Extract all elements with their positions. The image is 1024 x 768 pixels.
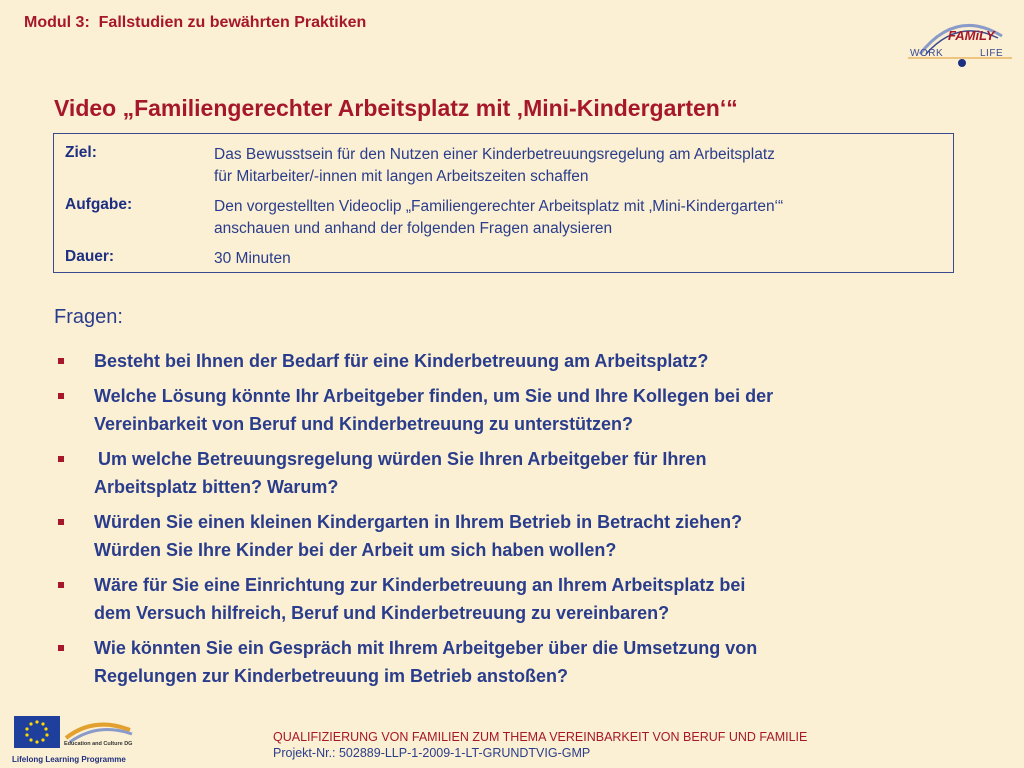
family-work-life-logo xyxy=(906,14,1014,70)
bullet-icon xyxy=(58,456,64,462)
footer-project-number: Projekt-Nr.: 502889-LLP-1-2009-1-LT-GRUNDTVIG-GMP xyxy=(273,746,591,760)
slide-title: Video „Familiengerechter Arbeitsplatz mit ‚Mini-Kindergarten‘“ xyxy=(54,95,738,121)
info-value: Den vorgestellten Videoclip „Familiengerechter Arbeitsplatz mit ‚Mini-Kindergarten‘“ anschauen und anhand der folgenden Fragen analysieren xyxy=(214,198,784,237)
footer-title: QUALIFIZIERUNG VON FAMILIEN ZUM THEMA VEREINBARKEIT VON BERUF UND FAMILIE xyxy=(273,730,808,744)
bullet-icon xyxy=(58,645,64,651)
module-title: Modul 3: Fallstudien zu bewährten Praktiken xyxy=(24,14,367,31)
question-text: Wäre für Sie eine Einrichtung zur Kinderbetreuung an Ihrem Arbeitsplatz bei dem Versuch hilfreich, Beruf und Kinderbetreuung zu vereinbaren? xyxy=(94,575,746,623)
info-box xyxy=(53,133,954,273)
questions-heading: Fragen: xyxy=(54,306,123,328)
question-text: Wie könnten Sie ein Gespräch mit Ihrem Arbeitgeber über die Umsetzung von Regelungen zur Kinderbetreuung im Betrieb anstoßen? xyxy=(94,638,758,686)
question-text: Um welche Betreuungsregelung würden Sie Ihren Arbeitgeber für Ihren Arbeitsplatz bitten? Warum? xyxy=(94,449,707,497)
info-label: Ziel: xyxy=(65,144,97,161)
bullet-icon xyxy=(58,358,64,364)
question-text: Würden Sie einen kleinen Kindergarten in Ihrem Betrieb in Betracht ziehen? Würden Sie Ihre Kinder bei der Arbeit um sich haben wollen? xyxy=(94,512,743,560)
footer-org-label: Education and Culture DG xyxy=(64,741,133,747)
logo-work-text: WORK xyxy=(910,48,944,59)
bullet-icon xyxy=(58,582,64,588)
bullet-icon xyxy=(58,393,64,399)
question-text: Besteht bei Ihnen der Bedarf für eine Kinderbetreuung am Arbeitsplatz? xyxy=(94,351,709,371)
logo-life-text: LIFE xyxy=(980,48,1004,59)
info-label: Dauer: xyxy=(65,248,115,265)
logo-family-text: FAMiLY xyxy=(948,28,995,43)
question-text: Welche Lösung könnte Ihr Arbeitgeber finden, um Sie und Ihre Kollegen bei der Vereinbarkeit von Beruf und Kinderbetreuung zu unterstützen? xyxy=(94,386,774,434)
footer-programme-label: Lifelong Learning Programme xyxy=(12,755,126,764)
bullet-icon xyxy=(58,519,64,525)
info-value: Das Bewusstsein für den Nutzen einer Kinderbetreuungsregelung am Arbeitsplatz für Mitarbeiter/-innen mit langen Arbeitszeiten schaffen xyxy=(214,146,775,185)
info-value: 30 Minuten xyxy=(214,250,291,267)
info-label: Aufgabe: xyxy=(65,196,133,213)
eu-flag-icon xyxy=(14,716,164,756)
